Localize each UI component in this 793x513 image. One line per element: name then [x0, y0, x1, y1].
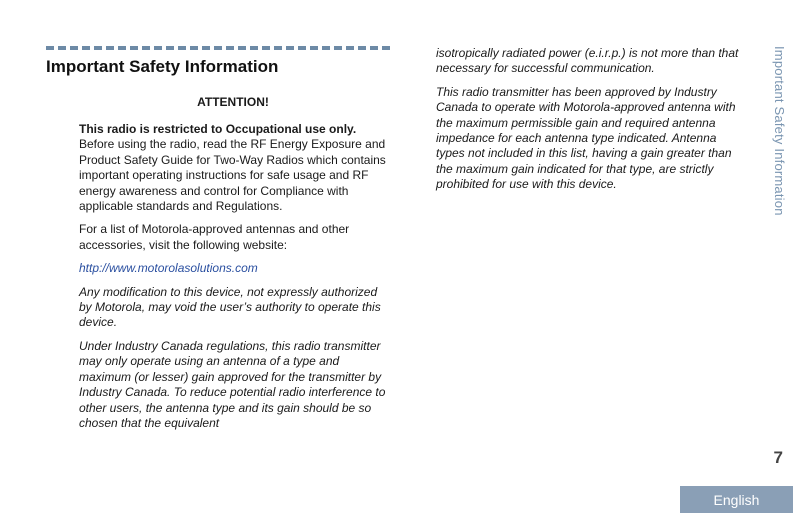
website-link[interactable]: http://www.motorolasolutions.com	[79, 261, 258, 276]
section-divider	[46, 46, 390, 50]
eirp-continuation-paragraph: isotropically radiated power (e.i.r.p.) is not more than that necessary for successful communication.	[436, 46, 739, 76]
restriction-bold: This radio is restricted to Occupational use only.	[79, 122, 357, 136]
restriction-body: Before using the radio, read the RF Energy Exposure and Product Safety Guide for Two-Way Radios which contains important operating instructions for safe usage and RF energy awareness and control for Compliance with applicable standards and Regulations.	[79, 137, 386, 214]
section-title: Important Safety Information	[46, 57, 279, 76]
transmitter-approval-paragraph: This radio transmitter has been approved by Industry Canada to operate with Motorola-approved antenna with the maximum permissible gain and required antenna impedance for each antenna type indicated. Antenna types not included in this list, having a gain greater than the maximum gain indicated for that type, are strictly prohibited for use with this device.	[436, 84, 736, 192]
industry-canada-paragraph: Under Industry Canada regulations, this radio transmitter may only operate using an antenna of a type and maximum (or lesser) gain approved for the transmitter by Industry Canada. To reduce potential radio interference to other users, the antenna type and its gain should be so chosen that the equivalent	[79, 338, 386, 430]
attention-heading: ATTENTION!	[197, 95, 269, 109]
right-column	[436, 46, 746, 201]
page-number: 7	[773, 448, 783, 467]
left-column	[79, 92, 387, 439]
restriction-paragraph	[79, 122, 387, 214]
language-tab: English	[680, 486, 793, 513]
side-section-tab: Important Safety Information	[772, 46, 787, 216]
modification-paragraph: Any modification to this device, not expressly authorized by Motorola, may void the user’s authority to operate this device.	[79, 284, 381, 330]
antenna-list-paragraph: For a list of Motorola-approved antennas and other accessories, visit the following website:	[79, 222, 350, 252]
